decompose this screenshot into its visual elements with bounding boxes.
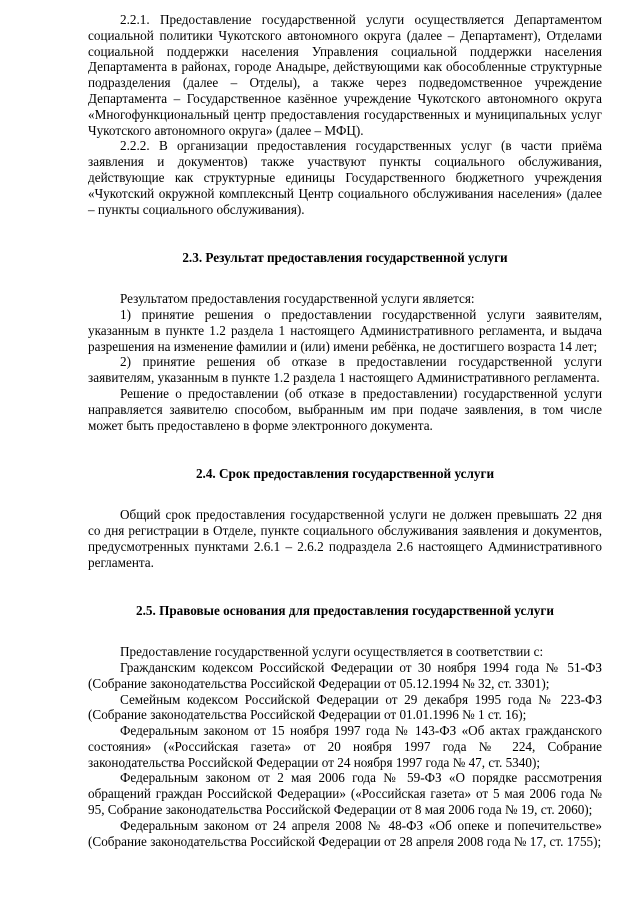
paragraph-2-5-law-59: Федеральным законом от 2 мая 2006 года № 59-ФЗ «О порядке рассмотрения обращений граждан Российской Федерации» («Российская газета» от 5 мая 2006 года № 95, Собрание законодательства Российской Федерации от 8 мая 2006 года № 19, ст. 2060); [88, 770, 602, 818]
paragraph-2-3-intro: Результатом предоставления государственной услуги является: [120, 291, 475, 307]
paragraph-2-5-civil-code: Гражданским кодексом Российской Федерации от 30 ноября 1994 года № 51-ФЗ (Собрание законодательства Российской Федерации от 05.12.1994 № 32, ст. 3301); [88, 659, 602, 691]
heading-2-3: 2.3. Результат предоставления государственной услуги [182, 250, 508, 266]
paragraph-2-3-decision: Решение о предоставлении (об отказе в предоставлении) государственной услуги направляется заявителю способом, выбранным им при подаче заявления, в том числе может быть предоставлено в форме электронного документа. [88, 385, 602, 433]
paragraph-2-2-1: 2.2.1. Предоставление государственной услуги осуществляется Департаментом социальной политики Чукотского автономного округа (далее – Департамент), Отделами социальной поддержки населения Управления социальной поддержки населения Департамента в районах, городе Анадыре, действующими как обособленные структурные подразделения (далее – Отделы), а также через подведомственное учреждение Департамента – Государственное казённое учреждение Чукотского автономного округа «Многофункциональный центр предоставления государственных и муниципальных услуг Чукотского автономного округа» (далее – МФЦ). [88, 12, 602, 138]
paragraph-2-5-law-143: Федеральным законом от 15 ноября 1997 года № 143-ФЗ «Об актах гражданского состояния» («Российская газета» от 20 ноября 1997 года № 224, Собрание законодательства Российской Федерации от 24 ноября 1997 года № 47, ст. 5340); [88, 723, 602, 770]
paragraph-2-3-item-2: 2) принятие решения об отказе в предоставлении государственной услуги заявителям, указанным в пункте 1.2 раздела 1 настоящего Административного регламента. [88, 354, 602, 386]
paragraph-2-5-law-48: Федеральным законом от 24 апреля 2008 № 48-ФЗ «Об опеке и попечительстве» (Собрание законодательства Российской Федерации от 28 апреля 2008 года № 17, ст. 1755); [88, 817, 602, 849]
paragraph-2-5-family-code: Семейным кодексом Российской Федерации от 29 декабря 1995 года № 223-ФЗ (Собрание законодательства Российской Федерации от 01.01.1996 № 1 ст. 16); [88, 691, 602, 723]
paragraph-2-5-intro: Предоставление государственной услуги осуществляется в соответствии с: [120, 644, 544, 660]
paragraph-2-3-item-1: 1) принятие решения о предоставлении государственной услуги заявителям, указанным в пункте 1.2 раздела 1 настоящего Административного регламента, и выдача разрешения на изменение фамилии и (или) имени ребёнка, не достигшего возраста 14 лет; [88, 306, 602, 354]
paragraph-2-4-term: Общий срок предоставления государственной услуги не должен превышать 22 дня со дня регистрации в Отделе, пункте социального обслуживания заявления и документов, предусмотренных пунктами 2.6.1 – 2.6.2 подраздела 2.6 настоящего Административного регламента. [88, 507, 602, 570]
paragraph-2-2-2: 2.2.2. В организации предоставления государственных услуг (в части приёма заявления и документов) также участвуют пункты социального обслуживания, действующие как структурные единицы Государственного бюджетного учреждения «Чукотский окружной комплексный Центр социального обслуживания населения» (далее – пункты социального обслуживания). [88, 138, 602, 217]
heading-2-5: 2.5. Правовые основания для предоставления государственной услуги [136, 603, 554, 619]
heading-2-4: 2.4. Срок предоставления государственной услуги [195, 466, 495, 482]
